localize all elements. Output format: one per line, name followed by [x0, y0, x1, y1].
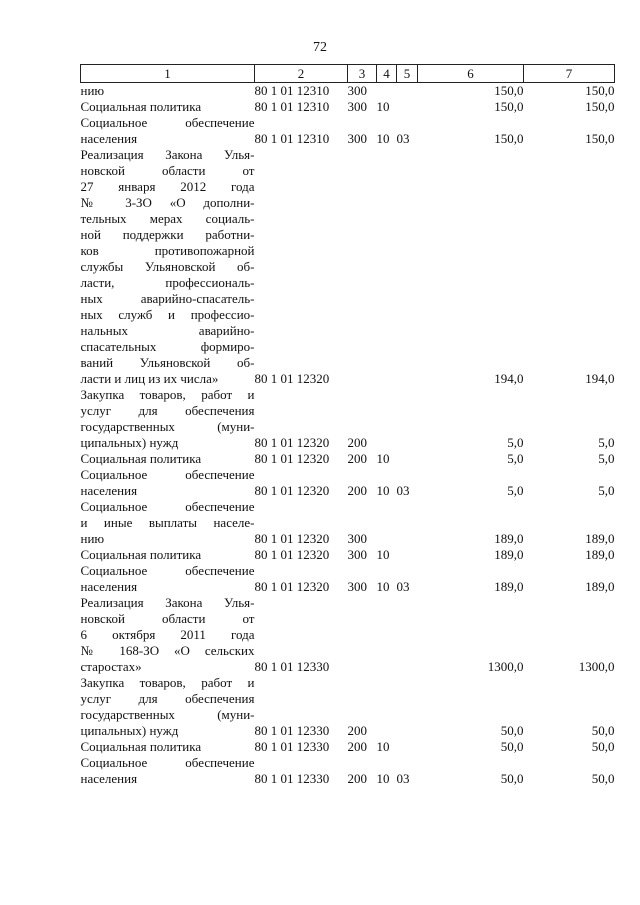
row-amount-col7: 150,0	[585, 83, 615, 98]
table-row	[81, 595, 615, 675]
row-amount-col6: 5,0	[507, 451, 524, 466]
row-amount-col6: 150,0	[494, 99, 524, 114]
row-name	[81, 99, 255, 115]
row-name-line: старостах»	[80, 659, 142, 674]
row-name-line: ных служб и профессио-	[80, 307, 255, 322]
row-amount-col7: 150,0	[585, 99, 615, 114]
row-name-line: ласти и лиц из их числа»	[80, 371, 219, 386]
row-code: 80 1 01 12310	[254, 83, 330, 98]
row-amount-col7: 189,0	[585, 531, 615, 546]
row-name-line: № 168-ЗО «О сельских	[80, 643, 255, 658]
row-name	[81, 595, 255, 675]
row-section	[377, 595, 397, 675]
row-name	[81, 739, 255, 755]
row-name-line: ципальных) нужд	[80, 723, 179, 738]
row-code: 80 1 01 12330	[254, 771, 330, 786]
row-code: 80 1 01 12320	[254, 531, 330, 546]
row-subsection: 03	[396, 483, 410, 498]
row-expense-type: 300	[347, 83, 367, 98]
row-subsection	[397, 547, 418, 563]
row-section: 10	[376, 451, 390, 466]
row-name	[81, 387, 255, 451]
row-section: 10	[376, 771, 390, 786]
row-amount-col6: 189,0	[494, 531, 524, 546]
row-amount-col6: 194,0	[494, 371, 524, 386]
row-expense-type: 200	[347, 435, 367, 450]
row-name-line: ных аварийно-спасатель-	[80, 291, 255, 306]
budget-table	[80, 64, 615, 787]
row-section: 10	[376, 579, 390, 594]
row-amount-col7: 5,0	[598, 451, 615, 466]
row-subsection: 03	[396, 131, 410, 146]
row-expense-type: 200	[347, 771, 367, 786]
row-name-line: 6 октября 2011 года	[80, 627, 255, 642]
table-row	[81, 451, 615, 467]
row-expense-type: 300	[347, 131, 367, 146]
row-code: 80 1 01 12320	[254, 547, 330, 562]
row-amount-col7: 50,0	[591, 771, 615, 786]
row-subsection	[397, 675, 418, 739]
row-name-line: Социальное обеспечение	[80, 755, 255, 770]
column-header: 1	[81, 65, 255, 83]
column-header: 3	[348, 65, 377, 83]
row-name-line: ной поддержки работни-	[80, 227, 255, 242]
row-subsection	[397, 147, 418, 387]
row-amount-col6: 50,0	[500, 739, 524, 754]
row-amount-col7: 189,0	[585, 579, 615, 594]
row-amount-col7: 150,0	[585, 131, 615, 146]
table-row	[81, 387, 615, 451]
table-row	[81, 739, 615, 755]
column-header: 2	[255, 65, 348, 83]
row-code: 80 1 01 12330	[254, 723, 330, 738]
row-subsection	[397, 83, 418, 100]
row-expense-type: 200	[347, 483, 367, 498]
row-name-line: новской области от	[80, 611, 255, 626]
row-name	[81, 675, 255, 739]
row-amount-col7: 194,0	[585, 371, 615, 386]
table-row	[81, 675, 615, 739]
row-section	[377, 83, 397, 100]
row-subsection: 03	[396, 579, 410, 594]
row-name-line: 27 января 2012 года	[80, 179, 255, 194]
row-name-line: № 3-ЗО «О дополни-	[80, 195, 255, 210]
row-name-line: Социальное обеспечение	[80, 563, 255, 578]
row-amount-col7: 5,0	[598, 435, 615, 450]
row-subsection	[397, 387, 418, 451]
row-amount-col7: 50,0	[591, 739, 615, 754]
row-expense-type	[348, 147, 377, 387]
row-code: 80 1 01 12320	[254, 579, 330, 594]
row-name-line: новской области от	[80, 163, 255, 178]
row-section: 10	[376, 483, 390, 498]
row-section	[377, 387, 397, 451]
row-name-line: услуг для обеспечения	[80, 691, 255, 706]
row-amount-col6: 150,0	[494, 131, 524, 146]
table-row	[81, 115, 615, 147]
row-amount-col6: 50,0	[500, 771, 524, 786]
row-name-line: ваний Ульяновской об-	[80, 355, 255, 370]
row-amount-col6: 189,0	[494, 579, 524, 594]
row-code: 80 1 01 12320	[254, 435, 330, 450]
row-name-line: Закупка товаров, работ и	[80, 387, 255, 402]
row-subsection	[397, 451, 418, 467]
row-name-line: Реализация Закона Улья-	[80, 147, 255, 162]
row-section	[377, 147, 397, 387]
row-name	[81, 563, 255, 595]
row-name	[81, 755, 255, 787]
row-section: 10	[376, 131, 390, 146]
row-code: 80 1 01 12330	[254, 659, 330, 674]
row-section: 10	[376, 547, 390, 562]
row-name-line: нию	[80, 83, 105, 98]
row-code: 80 1 01 12320	[254, 371, 330, 386]
row-code: 80 1 01 12310	[254, 131, 330, 146]
row-expense-type: 200	[347, 723, 367, 738]
row-subsection	[397, 595, 418, 675]
row-section: 10	[376, 739, 390, 754]
row-name-line: Социальная политика	[80, 739, 202, 754]
row-code: 80 1 01 12330	[254, 739, 330, 754]
row-expense-type: 200	[347, 451, 367, 466]
row-name-line: службы Ульяновской об-	[80, 259, 255, 274]
row-amount-col7: 189,0	[585, 547, 615, 562]
page-number: 72	[313, 40, 327, 55]
row-subsection	[397, 99, 418, 115]
row-amount-col6: 5,0	[507, 435, 524, 450]
table-body	[81, 83, 615, 788]
row-subsection: 03	[396, 771, 410, 786]
row-name-line: населения	[80, 483, 138, 498]
row-name-line: Социальная политика	[80, 451, 202, 466]
row-name-line: Социальное обеспечение	[80, 115, 255, 130]
row-name	[81, 115, 255, 147]
row-name	[81, 467, 255, 499]
row-name-line: Социальное обеспечение	[80, 499, 255, 514]
table-row	[81, 499, 615, 547]
table-row	[81, 755, 615, 787]
row-name	[81, 547, 255, 563]
row-name	[81, 451, 255, 467]
row-expense-type: 300	[347, 579, 367, 594]
row-name-line: ласти, профессиональ-	[80, 275, 255, 290]
row-name-line: населения	[80, 771, 138, 786]
header-row	[81, 65, 615, 83]
table-row	[81, 467, 615, 499]
row-name-line: ков противопожарной	[80, 243, 255, 258]
row-name-line: Закупка товаров, работ и	[80, 675, 255, 690]
row-expense-type	[348, 595, 377, 675]
row-name-line: тельных мерах социаль-	[80, 211, 255, 226]
row-amount-col7: 50,0	[591, 723, 615, 738]
row-name-line: ципальных) нужд	[80, 435, 179, 450]
table-row	[81, 99, 615, 115]
row-name-line: государственных (муни-	[80, 707, 255, 722]
row-amount-col7: 1300,0	[578, 659, 615, 674]
row-name	[81, 147, 255, 387]
row-expense-type: 200	[347, 739, 367, 754]
row-expense-type: 300	[347, 531, 367, 546]
row-section: 10	[376, 99, 390, 114]
column-header: 4	[377, 65, 397, 83]
row-code: 80 1 01 12320	[254, 451, 330, 466]
row-name-line: нальных аварийно-	[80, 323, 255, 338]
row-name	[81, 83, 255, 100]
row-name-line: государственных (муни-	[80, 419, 255, 434]
column-header: 7	[524, 65, 615, 83]
row-name-line: Социальная политика	[80, 99, 202, 114]
column-header: 6	[418, 65, 524, 83]
row-amount-col6: 1300,0	[487, 659, 524, 674]
row-code: 80 1 01 12320	[254, 483, 330, 498]
row-name	[81, 499, 255, 547]
row-name-line: спасательных формиро-	[80, 339, 255, 354]
row-name-line: Социальная политика	[80, 547, 202, 562]
table-row	[81, 147, 615, 387]
row-subsection	[397, 499, 418, 547]
row-name-line: населения	[80, 131, 138, 146]
column-header: 5	[397, 65, 418, 83]
row-name-line: услуг для обеспечения	[80, 403, 255, 418]
row-name-line: Социальное обеспечение	[80, 467, 255, 482]
row-code: 80 1 01 12310	[254, 99, 330, 114]
row-amount-col6: 5,0	[507, 483, 524, 498]
row-expense-type: 300	[347, 99, 367, 114]
table-row	[81, 547, 615, 563]
row-amount-col7: 5,0	[598, 483, 615, 498]
row-amount-col6: 50,0	[500, 723, 524, 738]
row-amount-col6: 150,0	[494, 83, 524, 98]
row-expense-type: 300	[347, 547, 367, 562]
row-section	[377, 675, 397, 739]
row-section	[377, 499, 397, 547]
row-name-line: населения	[80, 579, 138, 594]
row-name-line: и иные выплаты населе-	[80, 515, 255, 530]
table-row	[81, 83, 615, 100]
row-subsection	[397, 739, 418, 755]
row-name-line: Реализация Закона Улья-	[80, 595, 255, 610]
row-name-line: нию	[80, 531, 105, 546]
row-amount-col6: 189,0	[494, 547, 524, 562]
table-row	[81, 563, 615, 595]
